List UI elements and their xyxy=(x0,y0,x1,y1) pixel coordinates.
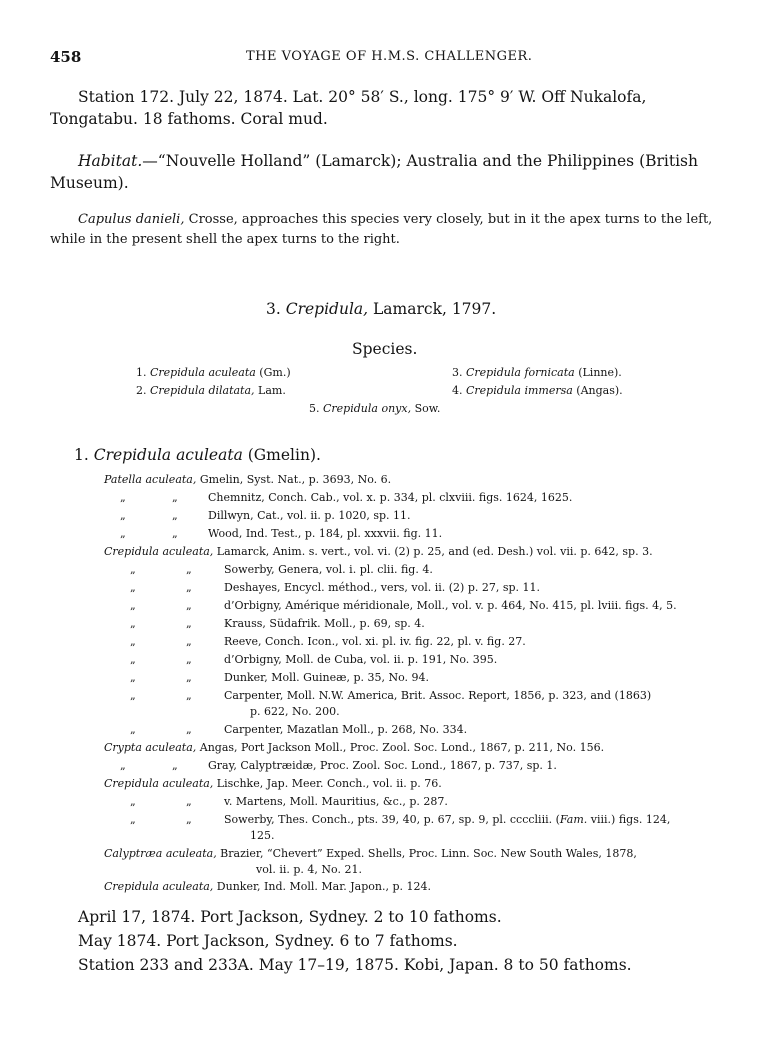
species-heading: Species. xyxy=(352,340,418,358)
species-entry-heading: 1. Crepidula aculeata (Gmelin). xyxy=(74,446,321,464)
station-record: April 17, 1874. Port Jackson, Sydney. 2 to 10 fathoms. xyxy=(78,908,502,926)
ditto-mark: „ xyxy=(186,689,192,702)
ditto-mark: „ xyxy=(130,599,136,612)
ditto-mark: „ xyxy=(186,599,192,612)
ditto-mark: „ xyxy=(186,723,192,736)
synonym-line: Sowerby, Thes. Conch., pts. 39, 40, p. 67, sp. 9, pl. ccccliii. (Fam. viii.) figs. 124, xyxy=(224,813,671,826)
species-list-item: 4. Crepidula immersa (Angas). xyxy=(452,384,623,397)
genus-name: Crepidula, xyxy=(285,300,369,318)
synonym-line: Deshayes, Encycl. méthod., vers, vol. ii. (2) p. 27, sp. 11. xyxy=(224,581,541,594)
species-list-item: 1. Crepidula aculeata (Gm.) xyxy=(136,366,291,379)
ditto-mark: „ xyxy=(172,491,178,504)
synonym-line: v. Martens, Moll. Mauritius, &c., p. 287. xyxy=(224,795,448,808)
remark-text: Crosse, approaches this species very closely, but in it the apex turns to the left, xyxy=(184,212,713,227)
ditto-mark: „ xyxy=(172,527,178,540)
ditto-mark: „ xyxy=(172,759,178,772)
ditto-mark: „ xyxy=(130,689,136,702)
synonym-line: Carpenter, Moll. N.W. America, Brit. Assoc. Report, 1856, p. 323, and (1863) xyxy=(224,689,652,702)
synonym-line: Reeve, Conch. Icon., vol. xi. pl. iv. fig. 22, pl. v. fig. 27. xyxy=(224,635,526,648)
ditto-mark: „ xyxy=(186,581,192,594)
synonym-line: Crepidula aculeata, Dunker, Ind. Moll. Mar. Japon., p. 124. xyxy=(104,880,431,893)
ditto-mark: „ xyxy=(130,563,136,576)
synonym-line: Dunker, Moll. Guineæ, p. 35, No. 94. xyxy=(224,671,430,684)
ditto-mark: „ xyxy=(186,795,192,808)
ditto-mark: „ xyxy=(120,759,126,772)
genus-author: Lamarck, 1797. xyxy=(368,300,497,318)
species-list-item: 2. Crepidula dilatata, Lam. xyxy=(136,384,286,397)
remark-line2: while in the present shell the apex turns to the right. xyxy=(50,232,400,247)
habitat-line1 xyxy=(78,152,698,170)
synonym-line: Carpenter, Mazatlan Moll., p. 268, No. 334. xyxy=(224,723,468,736)
ditto-mark: „ xyxy=(120,509,126,522)
ditto-mark: „ xyxy=(186,671,192,684)
station-172-line1: Station 172. July 22, 1874. Lat. 20° 58′ S., long. 175° 9′ W. Off Nukalofa, xyxy=(78,88,647,106)
synonym-line: d’Orbigny, Amérique méridionale, Moll., vol. v. p. 464, No. 415, pl. lviii. figs. 4, 5. xyxy=(224,599,677,612)
species-list-item: 3. Crepidula fornicata (Linne). xyxy=(452,366,622,379)
synonym-line: Wood, Ind. Test., p. 184, pl. xxxvii. fig. 11. xyxy=(208,527,443,540)
habitat-label: Habitat. xyxy=(78,152,143,170)
synonym-line: Crypta aculeata, Angas, Port Jackson Moll., Proc. Zool. Soc. Lond., 1867, p. 211, No. 156. xyxy=(104,741,605,754)
synonym-line: Dillwyn, Cat., vol. ii. p. 1020, sp. 11. xyxy=(208,509,411,522)
remark-species-name: Capulus danieli, xyxy=(78,212,185,227)
ditto-mark: „ xyxy=(130,653,136,666)
habitat-text: —“Nouvelle Holland” (Lamarck); Australia and the Philippines (British xyxy=(142,152,698,170)
synonym-line: Crepidula aculeata, Lamarck, Anim. s. vert., vol. vi. (2) p. 25, and (ed. Desh.) vol. vii. p. 642, sp. 3. xyxy=(104,545,653,558)
ditto-mark: „ xyxy=(120,491,126,504)
station-record: Station 233 and 233A. May 17–19, 1875. Kobi, Japan. 8 to 50 fathoms. xyxy=(78,956,632,974)
genus-heading xyxy=(266,300,496,318)
ditto-mark: „ xyxy=(186,617,192,630)
ditto-mark: „ xyxy=(130,795,136,808)
synonym-line: Calyptræa aculeata, Brazier, “Chevert” Exped. Shells, Proc. Linn. Soc. New South Wales, 1878, xyxy=(104,847,637,860)
ditto-mark: „ xyxy=(130,813,136,826)
ditto-mark: „ xyxy=(130,723,136,736)
synonym-line: Patella aculeata, Gmelin, Syst. Nat., p. 3693, No. 6. xyxy=(104,473,392,486)
synonym-line: Sowerby, Genera, vol. i. pl. clii. fig. 4. xyxy=(224,563,433,576)
ditto-mark: „ xyxy=(186,563,192,576)
ditto-mark: „ xyxy=(130,635,136,648)
synonym-line: Gray, Calyptræidæ, Proc. Zool. Soc. Lond., 1867, p. 737, sp. 1. xyxy=(208,759,557,772)
synonym-line-continuation: vol. ii. p. 4, No. 21. xyxy=(256,863,362,876)
running-title: THE VOYAGE OF H.M.S. CHALLENGER. xyxy=(246,49,533,64)
synonym-line-continuation: p. 622, No. 200. xyxy=(250,705,340,718)
ditto-mark: „ xyxy=(186,653,192,666)
synonym-line-continuation: 125. xyxy=(250,829,275,842)
ditto-mark: „ xyxy=(130,617,136,630)
synonym-line: d’Orbigny, Moll. de Cuba, vol. ii. p. 191, No. 395. xyxy=(224,653,498,666)
synonym-line: Chemnitz, Conch. Cab., vol. x. p. 334, pl. clxviii. figs. 1624, 1625. xyxy=(208,491,573,504)
synonym-line: Krauss, Südafrik. Moll., p. 69, sp. 4. xyxy=(224,617,425,630)
ditto-mark: „ xyxy=(186,635,192,648)
genus-number: 3. xyxy=(266,300,286,318)
ditto-mark: „ xyxy=(186,813,192,826)
ditto-mark: „ xyxy=(130,581,136,594)
station-record: May 1874. Port Jackson, Sydney. 6 to 7 fathoms. xyxy=(78,932,458,950)
station-172-line2: Tongatabu. 18 fathoms. Coral mud. xyxy=(50,110,328,128)
ditto-mark: „ xyxy=(172,509,178,522)
synonym-line: Crepidula aculeata, Lischke, Jap. Meer. Conch., vol. ii. p. 76. xyxy=(104,777,442,790)
habitat-line2: Museum). xyxy=(50,174,129,192)
remark-line1 xyxy=(78,212,712,227)
ditto-mark: „ xyxy=(120,527,126,540)
page-number: 458 xyxy=(50,48,82,66)
ditto-mark: „ xyxy=(130,671,136,684)
species-list-item: 5. Crepidula onyx, Sow. xyxy=(309,402,441,415)
